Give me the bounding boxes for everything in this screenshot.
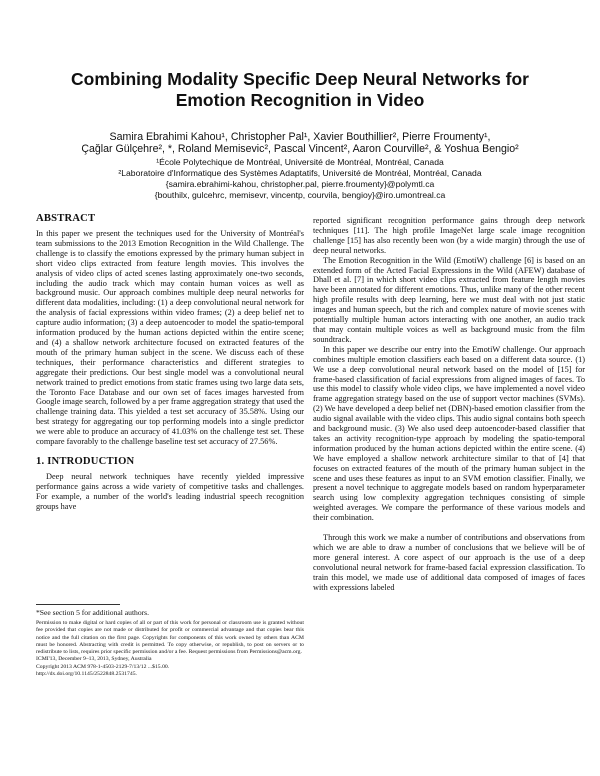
permission-notice: Permission to make digital or hard copies of all or part of this work for personal or classroom use is granted without fee provided that copies are not made or distributed for profit or commercial advantage and that copies bear this notice and the full citation on the first page. Copyrights for components of this work owned by others than ACM must be honored. Abstracting with credit is permitted. To copy otherwise, or republish, to post on servers or to redistribute to lists, requires prior specific permission and/or a fee. Request permissions from Permissions@acm.org.: [36, 620, 304, 656]
abstract-heading: ABSTRACT: [36, 213, 96, 224]
right-column: [313, 216, 585, 593]
intro-paragraph-1: Deep neural network techniques have recently yielded impressive performance gains across a wide variety of competitive tasks and challenges. For example, a number of the world's leading industrial speech recognition groups have: [36, 471, 304, 511]
intro-paragraph-4: Through this work we make a number of contributions and observations from which we are able to draw a number of conclusions that we believe will be of more general interest. A core aspect of our approach is the use of a deep convolutional neural network for frame-based facial expression classification. To train this model, we made use of additional data composed of images of faces with expressions labeled: [313, 533, 585, 592]
venue-line: ICMI'13, December 9–13, 2013, Sydney, Australia: [36, 656, 152, 663]
introduction-heading: 1. INTRODUCTION: [36, 455, 135, 467]
paper-title: [40, 69, 560, 111]
doi-link[interactable]: http://dx.doi.org/10.1145/2522848.2531745.: [36, 671, 137, 678]
affiliations: [60, 157, 540, 201]
footnote-rule: [36, 604, 120, 605]
footnote-additional-authors: *See section 5 for additional authors.: [36, 608, 150, 617]
affiliation-1: ¹École Polytechique de Montréal, Université de Montréal, Montréal, Canada: [156, 157, 444, 167]
intro-paragraph-3: In this paper we describe our entry into the EmotiW challenge. Our approach combines multiple emotion classifiers each based on a different data source. (1) We use a deep convolutional neural network based on the model of [15] for frame-based classification of facial expressions from aligned images of faces. To use this model to classify whole video clips, we have implemented a novel video frame aggregation strategy based on the use of support vector machines (SVMs). (2) We have developed a deep belief net (DBN)-based emotion classifier from the audio signal available with the video clips. This audio signal contains both speech and background music. (3) We also used deep autoencoder-based classifier that takes an activity recognition-type approach by modeling the spatio-temporal information produced by the human actions depicted within the entire scene. (4) We have employed a shallow network architecture similar to that of [4] that focuses on extracted features of the mouth of the primary human subject in the scene and uses these features as input to an SVM emotion classifier. Finally, we present a novel technique to aggregate models based on random hyperparameter search using low complexity aggregation techniques consisting of simple weighted averages. We compare the performance of these various models and their combination.: [313, 344, 585, 523]
footnotes: [36, 604, 304, 678]
intro-paragraph-2: The Emotion Recognition in the Wild (EmotiW) challenge [6] is based on an extended form of the Acted Facial Expressions in the Wild (AFEW) database of Dhall et al. [7] in which short video clips extracted from feature length movies have been annotated for different emotions. Thus, unlike many of the other recent high profile results with deep learning, here we must deal with not just static images and human speech, but the rich and complex nature of movie scenes with potentially multiple human actors interacting with one another, an audio track that may contain multiple voices as well as background music from the film soundtrack.: [313, 255, 585, 344]
title-line-1: Combining Modality Specific Deep Neural Networks for: [71, 69, 529, 89]
title-line-2: Emotion Recognition in Video: [175, 90, 425, 110]
authors-line-2: Çağlar Gülçehre², *, Roland Memisevic², Pascal Vincent², Aaron Courville², & Yoshua Bengio²: [81, 143, 519, 156]
copyright-line: Copyright 2013 ACM 978-1-4503-2129-7/13/12 ...$15.00.: [36, 663, 170, 670]
left-column: [36, 212, 304, 512]
affiliation-2: ²Laboratoire d'Informatique des Systèmes Adaptatifs, Université de Montréal, Montréal, Canada: [118, 168, 482, 178]
authors-line-1: Samira Ebrahimi Kahou¹, Christopher Pal¹, Xavier Bouthillier², Pierre Froumenty¹,: [109, 131, 491, 143]
email-line-1: {samira.ebrahimi-kahou, christopher.pal, pierre.froumenty}@polymtl.ca: [165, 179, 435, 189]
intro-paragraph-1-continued: reported significant recognition performance gains through deep network techniques [11]. The high profile ImageNet large scale image recognition challenge [15] has also recently been won (by a wide margin) through the use of deep neural networks.: [313, 216, 585, 255]
email-line-2: {bouthilx, gulcehrc, memisevr, vincentp, courvila, bengioy}@iro.umontreal.ca: [154, 190, 446, 200]
abstract-text: In this paper we present the techniques used for the University of Montréal's team submissions to the 2013 Emotion Recognition in the Wild Challenge. The challenge is to classify the emotions expressed by the primary human subject in short video clips extracted from feature length movies. This involves the analysis of video clips of acted scenes lasting approximately one-two seconds, including the audio track which may contain human voices as well as background music. Our approach combines multiple deep neural networks for different data modalities, including: (1) a deep convolutional neural network for the analysis of facial expressions within video frames; (2) a deep belief net to capture audio information; (3) a deep autoencoder to model the spatio-temporal information produced by the human actions depicted within the entire scene; and (4) a shallow network architecture focused on extracted features of the mouth of the primary human subject in the scene. We discuss each of these techniques, their performance characteristics and different strategies to aggregate their predictions. Our best single model was a convolutional neural network trained to predict emotions from static frames using two large data sets, the Toronto Face Database and our own set of faces images harvested from Google image search, followed by a per frame aggregation strategy that used the challenge training data. This yielded a test set accuracy of 35.58%. Using our best strategy for aggregating our top performing models into a single predictor we were able to produce an accuracy of 41.03% on the challenge test set. These compare favorably to the challenge baseline test set accuracy of 27.56%.: [36, 229, 304, 447]
author-list: [30, 131, 570, 156]
